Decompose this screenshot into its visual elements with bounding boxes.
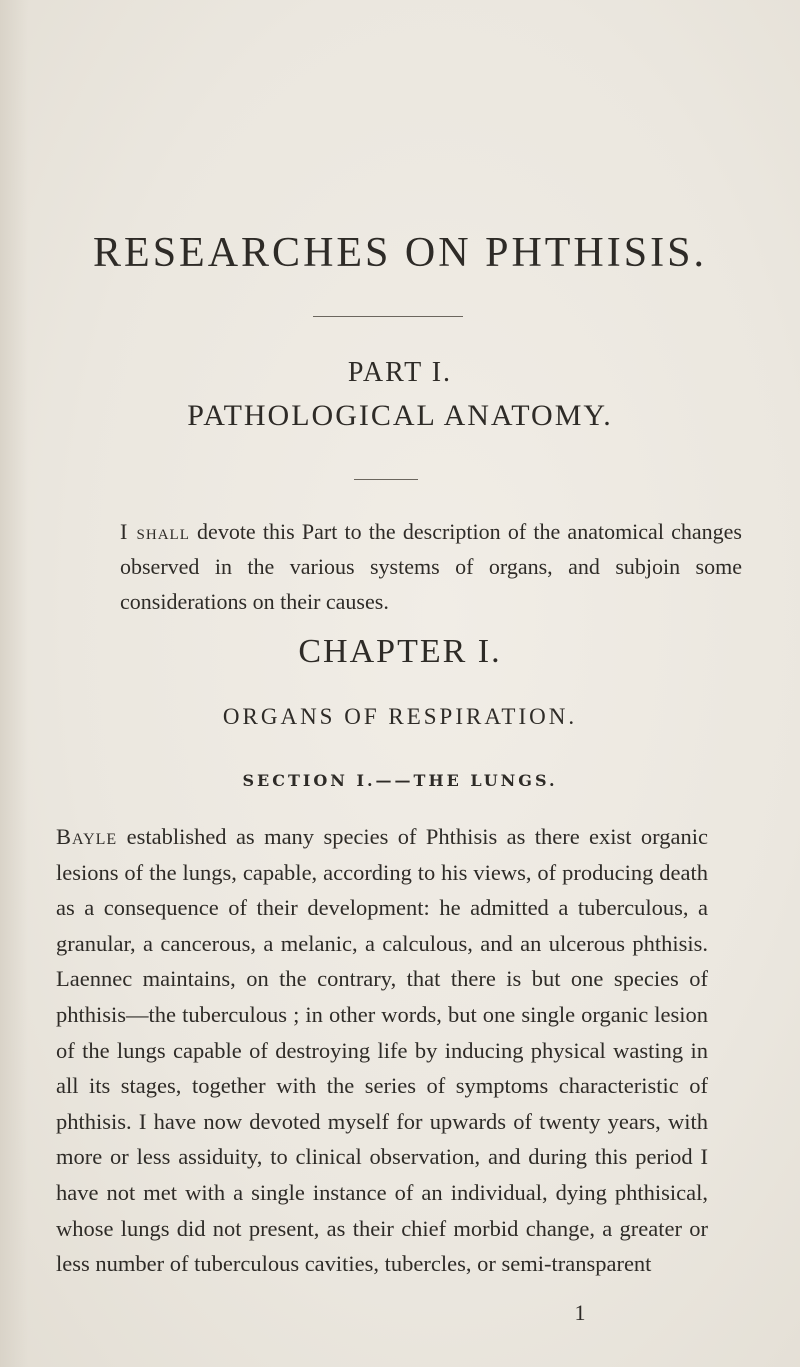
page-gutter-shadow <box>0 0 28 1367</box>
part-rule <box>354 479 418 480</box>
signature-mark: 1 <box>574 1300 586 1325</box>
title-rule <box>313 316 463 317</box>
intro-lead-words: I shall <box>120 519 190 544</box>
part-label: PART I. <box>347 357 453 388</box>
body-lead-word: Bayle <box>56 824 118 849</box>
intro-text: devote this Part to the description of the anatomical changes observed in the various systems of organs, and subjoin some considerations on their causes. <box>120 519 742 614</box>
section-heading: SECTION I.——THE LUNGS. <box>242 771 558 790</box>
body-text: established as many species of Phthisis as there exist organic lesions of the lungs, capable, according to his views, of producing death as a consequence of their development: he admitted a tuberculous, a granular, a cancerous, a melanic, a calculous, and an ulcerous phthisis. Laennec maintains, on the contrary, that there is but one species of phthisis—the tuberculous ; in other words, but one single organic lesion of the lungs capable of destroying life by inducing physical wasting in all its stages, together with the series of symptoms characteristic of phthisis. I have now devoted myself for upwards of twenty years, with more or less assiduity, to clinical observation, and during this period I have not met with a single instance of an individual, dying phthisical, whose lungs did not present, as their chief morbid change, a greater or less number of tuberculous cavities, tubercles, or semi-transparent <box>56 824 708 1277</box>
chapter-subtitle: ORGANS OF RESPIRATION. <box>222 704 578 729</box>
book-title: RESEARCHES ON PHTHISIS. <box>93 230 707 276</box>
chapter-label: CHAPTER I. <box>298 633 502 670</box>
body-paragraph <box>56 819 708 1282</box>
intro-paragraph <box>120 514 742 619</box>
part-subtitle: PATHOLOGICAL ANATOMY. <box>187 399 613 432</box>
